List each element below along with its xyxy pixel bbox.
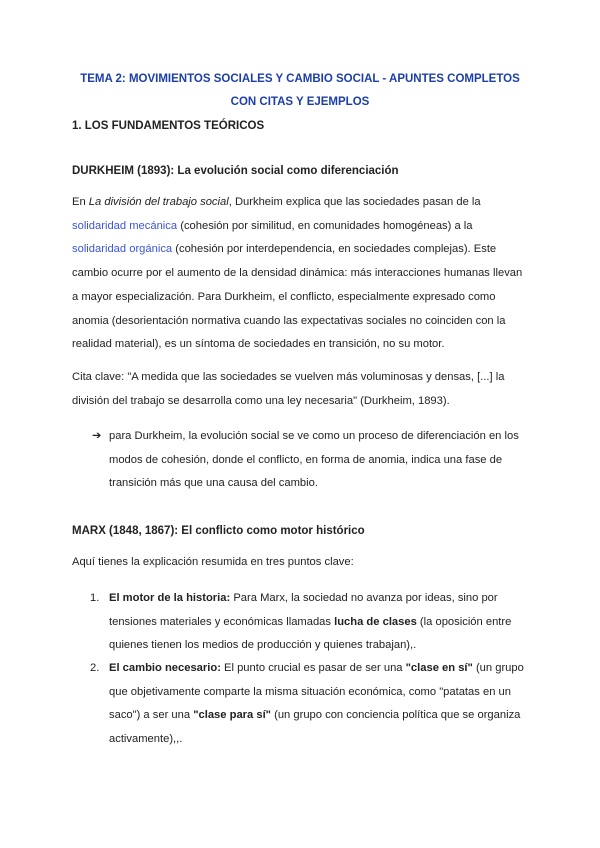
- durkheim-paragraph: [72, 191, 528, 357]
- list-number: 1.: [90, 592, 100, 604]
- list-item: [90, 657, 528, 752]
- durkheim-quote: Cita clave: "A medida que las sociedades se vuelven más voluminosas y densas, [...] la división del trabajo se desarrolla como una ley necesaria" (Durkheim, 1893).: [72, 371, 505, 407]
- list-item: [90, 587, 528, 658]
- document-title: TEMA 2: MOVIMIENTOS SOCIALES Y CAMBIO SOCIAL - APUNTES COMPLETOS CON CITAS Y EJEMPLOS: [80, 73, 520, 108]
- durkheim-text-c: (cohesión por similitud, en comunidades homogéneas) a la: [177, 219, 473, 232]
- arrow-right-icon: ➔: [92, 430, 102, 442]
- arrow-bullet: [92, 425, 528, 496]
- item-bold-term: lucha de clases: [334, 615, 417, 628]
- list-number: 2.: [90, 662, 100, 674]
- link-solidaridad-organica[interactable]: solidaridad orgánica: [72, 243, 173, 256]
- marx-heading: MARX (1848, 1867): El conflicto como motor histórico: [72, 525, 365, 537]
- item-text-a: El punto crucial es pasar de ser una: [220, 662, 406, 674]
- durkheim-text-d: (cohesión por interdependencia, en sociedades complejas). Este cambio ocurre por el aumento de la densidad dinámica: más interacciones humanas llevan a mayor especialización. Para Durkheim, el conflicto, especialmente expresado como anomia (desorientación normativa cuando las expectativas sociales no coinciden con la realidad material), es un síntoma de sociedades en transición, no su motor.: [72, 243, 523, 351]
- book-title: La división del trabajo social: [88, 196, 229, 208]
- item-text-b: (la oposición entre quienes tienen los medios de producción y quienes trabajan),.: [109, 615, 512, 652]
- marx-intro: Aquí tienes la explicación resumida en tres puntos clave:: [72, 556, 354, 568]
- item-text-c: (un grupo con conciencia política que se organiza activamente),,.: [109, 709, 521, 746]
- item-text-b: (un grupo que objetivamente comparte la misma situación económica, como "patatas en un saco") a ser una: [109, 662, 524, 722]
- item-bold-lead: El cambio necesario:: [109, 662, 221, 674]
- durkheim-text-b: , Durkheim explica que las sociedades pasan de la: [228, 196, 481, 208]
- item-bold-term-2: "clase para sí": [193, 709, 271, 722]
- item-bold-term: "clase en sí": [405, 662, 473, 674]
- durkheim-heading: DURKHEIM (1893): La evolución social como diferenciación: [72, 165, 399, 177]
- item-bold-lead: El motor de la historia:: [109, 592, 231, 604]
- list-item-text: [109, 587, 528, 658]
- section-heading: 1. LOS FUNDAMENTOS TEÓRICOS: [72, 120, 265, 132]
- durkheim-text-a: En: [72, 196, 89, 208]
- arrow-bullet-text: para Durkheim, la evolución social se ve como un proceso de diferenciación en los modos de cohesión, donde el conflicto, en forma de anomia, indica una fase de transición más que una causa del cambio.: [109, 430, 519, 490]
- list-item-text: [109, 657, 528, 752]
- link-solidaridad-mecanica[interactable]: solidaridad mecánica: [72, 219, 178, 232]
- item-text-a: Para Marx, la sociedad no avanza por ideas, sino por tensiones materiales y económicas llamadas: [109, 592, 498, 628]
